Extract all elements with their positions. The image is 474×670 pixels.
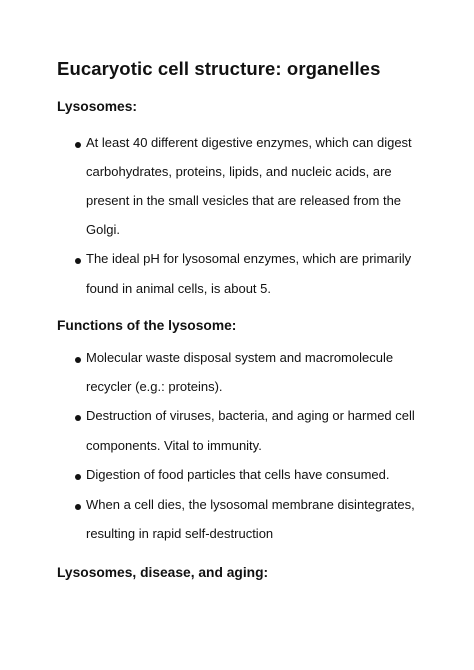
section-heading-disease-aging: Lysosomes, disease, and aging:: [57, 565, 269, 580]
page-title: Eucaryotic cell structure: organelles: [57, 58, 381, 79]
section-heading-functions: Functions of the lysosome:: [57, 318, 237, 333]
bullet-marker: [75, 415, 81, 421]
bullet-marker: [75, 357, 81, 363]
bullet-marker: [75, 504, 81, 510]
list-item-line: When a cell dies, the lysosomal membrane disintegrates,: [86, 497, 415, 512]
list-item-line: The ideal pH for lysosomal enzymes, which are primarily: [86, 251, 412, 266]
list-item-line: recycler (e.g.: proteins).: [86, 379, 223, 394]
list-item-line: components. Vital to immunity.: [86, 438, 262, 453]
list-item-line: Molecular waste disposal system and macromolecule: [86, 350, 394, 365]
section-heading-lysosomes: Lysosomes:: [57, 99, 137, 114]
list-item-line: resulting in rapid self-destruction: [86, 526, 274, 541]
bullet-marker: [75, 258, 81, 264]
list-item-line: present in the small vesicles that are released from the: [86, 193, 402, 208]
list-item-line: Digestion of food particles that cells have consumed.: [86, 467, 390, 482]
list-item-line: found in animal cells, is about 5.: [86, 281, 271, 296]
bullet-marker: [75, 474, 81, 480]
list-item-line: carbohydrates, proteins, lipids, and nucleic acids, are: [86, 164, 392, 179]
list-item-line: At least 40 different digestive enzymes, which can digest: [86, 135, 412, 150]
bullet-marker: [75, 142, 81, 148]
list-item-line: Destruction of viruses, bacteria, and aging or harmed cell: [86, 408, 415, 423]
list-item-line: Golgi.: [86, 222, 120, 237]
